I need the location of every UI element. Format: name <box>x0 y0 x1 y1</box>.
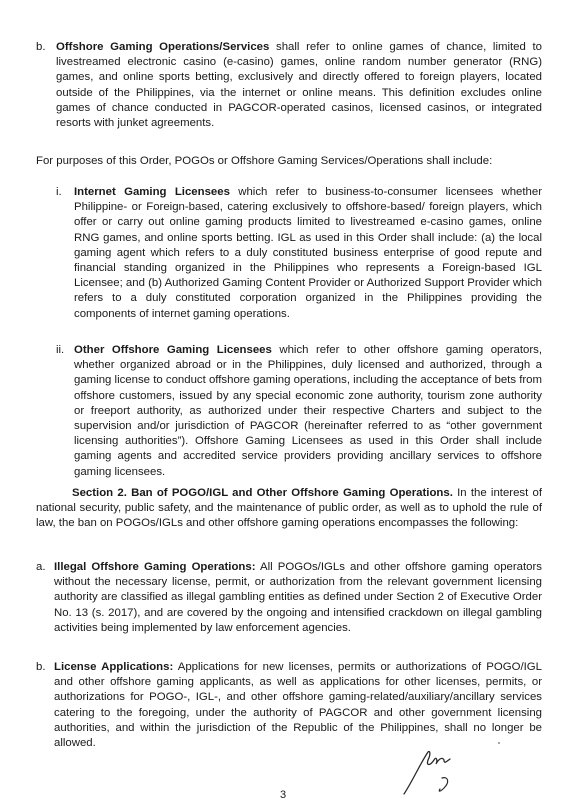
license-applications <box>54 660 542 751</box>
license-applications-title: License Applications: <box>54 661 174 673</box>
illegal-offshore-gaming-title: Illegal Offshore Gaming Operations: <box>54 561 256 573</box>
page-number: 3 <box>280 789 287 801</box>
internet-gaming-licensees-text: which refer to business-to-consumer licensees whether Philippine- or Foreign-based, catering exclusively to offshore-based/ foreign players, which offer or carry out online gaming products limited to livestreamed e-casino games, online RNG games, and online sports betting. IGL as used in this Order shall include: (a) the local gaming agent which refers to a duly constituted business enterprise of good repute and financial standing organized in the Philippines who represents a Foreign-based IGL Licensee; and (b) Authorized Gaming Content Provider or Authorized Support Provider which refers to a duly constituted corporation organized in the Philippines providing the components of internet gaming operations. <box>74 186 542 320</box>
item-b2-marker: b. <box>36 661 46 673</box>
section-2-paragraph <box>36 486 542 532</box>
internet-gaming-licensees-title: Internet Gaming Licensees <box>74 186 230 198</box>
other-offshore-gaming-licensees <box>74 343 542 480</box>
item-ii-marker: ii. <box>56 344 65 356</box>
illegal-offshore-gaming <box>54 560 542 636</box>
illegal-offshore-gaming-text: All POGOs/IGLs and other offshore gaming operators without the necessary license, permit, or authorization from the relevant government licensing authority are classified as illegal gambling entities as defined under Section 2 of Executive Order No. 13 (s. 2017), and are covered by the ongoing and intensified crackdown on illegal gambling activities being implemented by law enforcement agencies. <box>54 561 542 634</box>
item-b-marker: b. <box>36 41 46 53</box>
item-i-marker: i. <box>56 186 62 198</box>
ink-dot <box>498 742 500 744</box>
signature-initials <box>398 742 468 802</box>
purposes-paragraph: For purposes of this Order, POGOs or Offshore Gaming Services/Operations shall include: <box>36 155 493 167</box>
other-offshore-gaming-licensees-text: which refer to other offshore gaming operators, whether organized abroad or in the Philippines, duly licensed and authorized, through a gaming license to conduct offshore gaming operations, including the acceptance of bets from offshore customers, issued by any special economic zone authority, tourism zone authority or freeport authority, as authorized under their respective Charters and subject to the supervision and/or jurisdiction of PAGCOR (hereinafter referred to as “other government licensing authorities”). Offshore Gaming Licensees as used in this Order shall include gaming agents and accredited service providers providing ancillary services to offshore gaming licensees. <box>74 344 542 478</box>
section-2-text: In the interest of national security, public safety, and the maintenance of public order, as well as to uphold the rule of law, the ban on POGOs/IGLs and other offshore gaming operations encompasses the following: <box>36 487 542 530</box>
offshore-gaming-definition <box>56 40 542 131</box>
offshore-gaming-title: Offshore Gaming Operations/Services <box>56 41 270 53</box>
internet-gaming-licensees <box>74 185 542 322</box>
section-2-title: Section 2. Ban of POGO/IGL and Other Offshore Gaming Operations. <box>72 487 453 499</box>
item-a-marker: a. <box>36 561 46 573</box>
other-offshore-gaming-licensees-title: Other Offshore Gaming Licensees <box>74 344 272 356</box>
license-applications-text: Applications for new licenses, permits or authorizations of POGO/IGL and other offshore gaming applicants, as well as applications for other licenses, permits, or authorizations for POGO-, IGL-, and other offshore gaming-related/auxiliary/ancillary services catering to the foregoing, under the authority of PAGCOR and other government licensing authorities, and within the jurisdiction of the Republic of the Philippines, shall no longer be allowed. <box>54 661 542 750</box>
offshore-gaming-text: shall refer to online games of chance, limited to livestreamed electronic casino (e-casino) games, online random number generator (RNG) games, and online sports betting, exclusively and directly offered to foreign players, located outside of the Philippines, via the internet or online means. This definition excludes online games of chance conducted in PAGCOR-operated casinos, licensed casinos, or integrated resorts with junket agreements. <box>56 41 542 130</box>
